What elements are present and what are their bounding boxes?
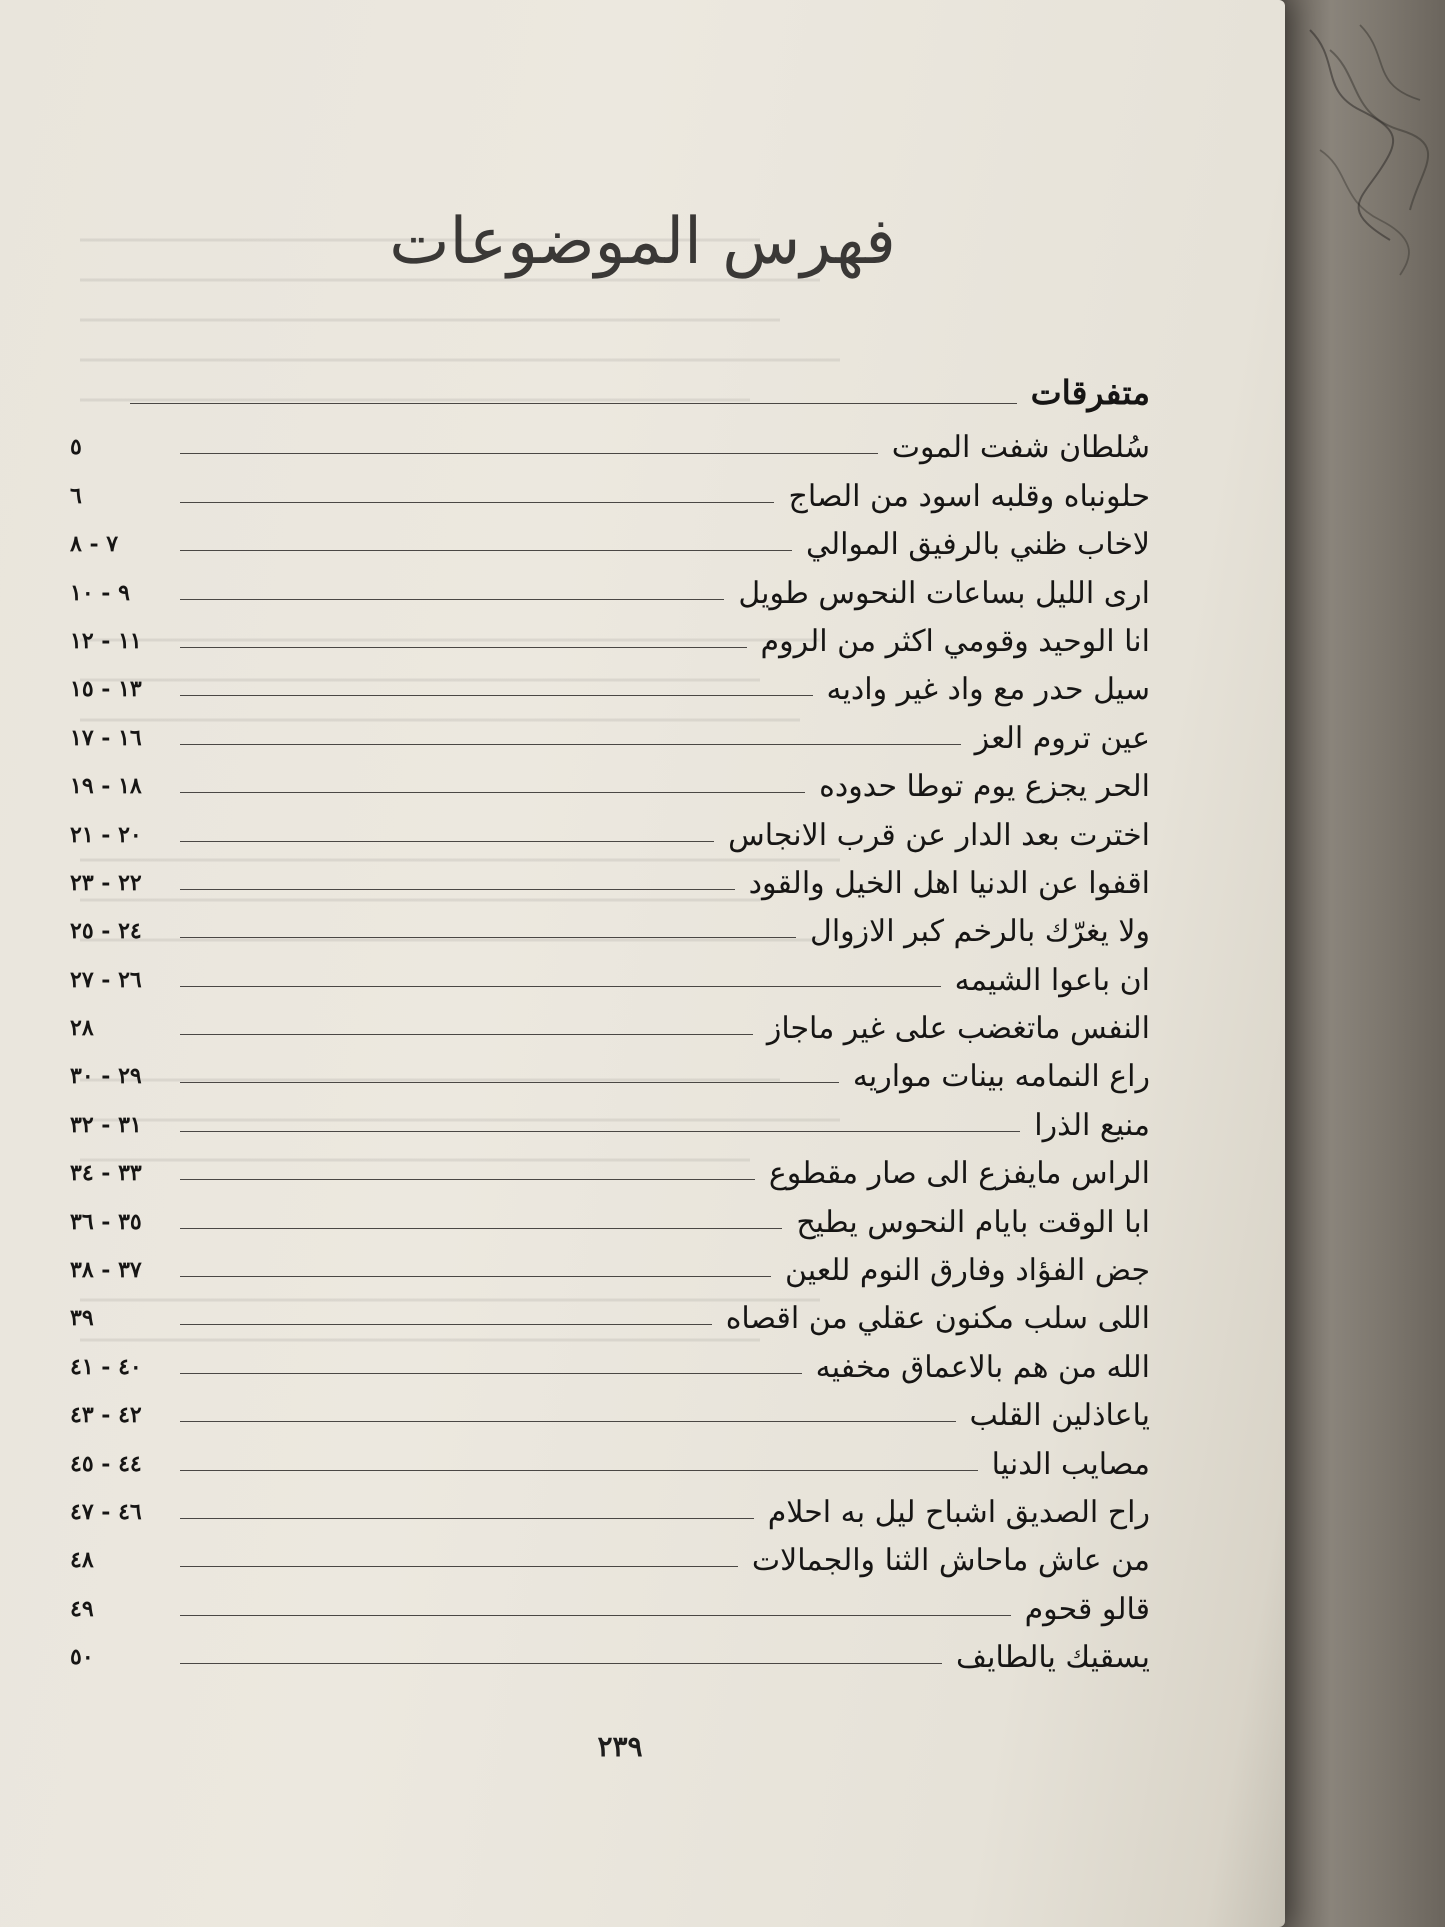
entry-title: ابا الوقت بايام النحوس يطيح	[796, 1204, 1150, 1240]
entry-title: من عاش ماحاش الثنا والجمالات	[751, 1543, 1150, 1579]
entry-title: الحر يجزع يوم توطا حدوده	[819, 769, 1150, 805]
toc-entry	[70, 948, 1150, 996]
toc-entry	[70, 1190, 1150, 1238]
leader-line	[180, 1663, 942, 1664]
toc-entry	[70, 755, 1150, 803]
entry-pages: ١١ - ١٢	[70, 627, 142, 654]
entry-pages: ٤٨	[70, 1547, 94, 1574]
toc-entry	[70, 1626, 1150, 1674]
toc-entry	[70, 1432, 1150, 1480]
leader-line	[180, 1518, 754, 1519]
entry-title: النفس ماتغضب على غير ماجاز	[766, 1011, 1150, 1047]
entry-pages: ٣٣ - ٣٤	[70, 1160, 142, 1187]
entry-title: قالو قحوم	[1024, 1591, 1150, 1627]
toc-entry	[70, 561, 1150, 609]
toc-entry	[70, 900, 1150, 948]
leader-line	[180, 1566, 738, 1567]
toc-entry	[70, 1529, 1150, 1577]
entry-title: انا الوحيد وقومي اكثر من الروم	[760, 623, 1150, 659]
section-heading: متفرقات	[1030, 373, 1150, 412]
entry-title: ارى الليل بساعات النحوس طويل	[738, 575, 1150, 611]
entry-title: لاخاب ظني بالرفيق الموالي	[806, 527, 1150, 563]
leader-line	[180, 889, 735, 890]
toc-entry	[70, 1287, 1150, 1335]
toc-entry	[70, 1335, 1150, 1383]
entry-pages: ٥	[70, 434, 82, 461]
entry-title: اقفوا عن الدنيا اهل الخيل والقود	[748, 865, 1150, 901]
entry-pages: ٣٧ - ٣٨	[70, 1257, 142, 1284]
toc-entry	[70, 1142, 1150, 1190]
entry-pages: ٤٦ - ٤٧	[70, 1498, 142, 1525]
entry-title: يسقيك يالطايف	[956, 1640, 1150, 1676]
leader-line	[180, 744, 961, 745]
leader-line	[180, 1421, 956, 1422]
toc-entry	[70, 416, 1150, 464]
entry-title: الراس مايفزع الى صار مقطوع	[768, 1156, 1150, 1192]
leader-line	[180, 1373, 802, 1374]
entry-title: الله من هم بالاعماق مخفيه	[815, 1349, 1150, 1385]
next-page-handwriting	[1300, 20, 1440, 280]
entry-pages: ٧ - ٨	[70, 531, 119, 558]
toc-entry	[70, 1045, 1150, 1093]
leader-line	[180, 1034, 753, 1035]
leader-line	[180, 1470, 978, 1471]
entry-title: اخترت بعد الدار عن قرب الانجاس	[728, 817, 1150, 853]
section-heading-row	[70, 362, 1150, 412]
entry-pages: ١٨ - ١٩	[70, 773, 142, 800]
toc-entry	[70, 1239, 1150, 1287]
entry-title: سيل حدر مع واد غير واديه	[826, 672, 1150, 708]
entry-pages: ٢٢ - ٢٣	[70, 869, 142, 896]
entry-pages: ٢٠ - ٢١	[70, 821, 142, 848]
page-number: ٢٣٩	[597, 1730, 643, 1763]
entry-pages: ٣١ - ٣٢	[70, 1111, 142, 1138]
toc-entry	[70, 1577, 1150, 1625]
entry-pages: ٣٥ - ٣٦	[70, 1208, 142, 1235]
leader-line	[180, 986, 941, 987]
entry-pages: ٣٩	[70, 1305, 94, 1332]
entry-title: منيع الذرا	[1034, 1107, 1150, 1143]
entry-pages: ٥٠	[70, 1644, 94, 1671]
page-title: فهرس الموضوعات	[389, 205, 896, 279]
entry-title: ياعاذلين القلب	[969, 1398, 1150, 1434]
leader-line	[180, 1324, 712, 1325]
toc-entry	[70, 706, 1150, 754]
entry-pages: ٢٤ - ٢٥	[70, 918, 142, 945]
entry-title: راح الصديق اشباح ليل به احلام	[767, 1494, 1150, 1530]
entry-title: عين تروم العز	[974, 720, 1150, 756]
entry-title: حلونباه وقلبه اسود من الصاج	[788, 478, 1150, 514]
leader-line	[180, 502, 774, 503]
toc-entry	[70, 803, 1150, 851]
toc-entry	[70, 997, 1150, 1045]
entry-title: اللى سلب مكنون عقلي من اقصاه	[725, 1301, 1150, 1337]
leader-line	[180, 1179, 755, 1180]
section-rule	[130, 403, 1017, 404]
entry-pages: ٤٠ - ٤١	[70, 1353, 142, 1380]
entry-title: راع النمامه بينات مواريه	[852, 1059, 1150, 1095]
entry-pages: ٤٤ - ٤٥	[70, 1450, 142, 1477]
leader-line	[180, 1082, 839, 1083]
toc-entry	[70, 852, 1150, 900]
toc-entry	[70, 513, 1150, 561]
toc-entry	[70, 1481, 1150, 1529]
entry-title: جض الفؤاد وفارق النوم للعين	[784, 1253, 1150, 1289]
entry-pages: ٢٦ - ٢٧	[70, 966, 142, 993]
entry-title: ان باعوا الشيمه	[954, 962, 1150, 998]
leader-line	[180, 1228, 782, 1229]
leader-line	[180, 841, 714, 842]
entry-pages: ٤٩	[70, 1595, 94, 1622]
toc-entry	[70, 464, 1150, 512]
leader-line	[180, 647, 747, 648]
entry-pages: ٦	[70, 482, 82, 509]
leader-line	[180, 1276, 771, 1277]
leader-line	[180, 453, 878, 454]
leader-line	[180, 599, 724, 600]
entry-title: مصايب الدنيا	[991, 1446, 1150, 1482]
toc-entry	[70, 1384, 1150, 1432]
entry-pages: ١٣ - ١٥	[70, 676, 142, 703]
entry-pages: ٢٩ - ٣٠	[70, 1063, 142, 1090]
entry-pages: ٢٨	[70, 1015, 94, 1042]
entry-pages: ٩ - ١٠	[70, 579, 130, 606]
leader-line	[180, 1131, 1020, 1132]
entry-title: سُلطان شفت الموت	[891, 430, 1150, 466]
leader-line	[180, 937, 796, 938]
table-of-contents	[70, 362, 1150, 1674]
leader-line	[180, 1615, 1011, 1616]
entry-pages: ١٦ - ١٧	[70, 724, 142, 751]
leader-line	[180, 550, 792, 551]
leader-line	[180, 792, 805, 793]
toc-entry	[70, 1093, 1150, 1141]
entry-title: ولا يغرّك بالرخم كبر الازوال	[810, 914, 1150, 950]
leader-line	[180, 695, 813, 696]
entry-pages: ٤٢ - ٤٣	[70, 1402, 142, 1429]
toc-entry	[70, 610, 1150, 658]
toc-entry	[70, 658, 1150, 706]
